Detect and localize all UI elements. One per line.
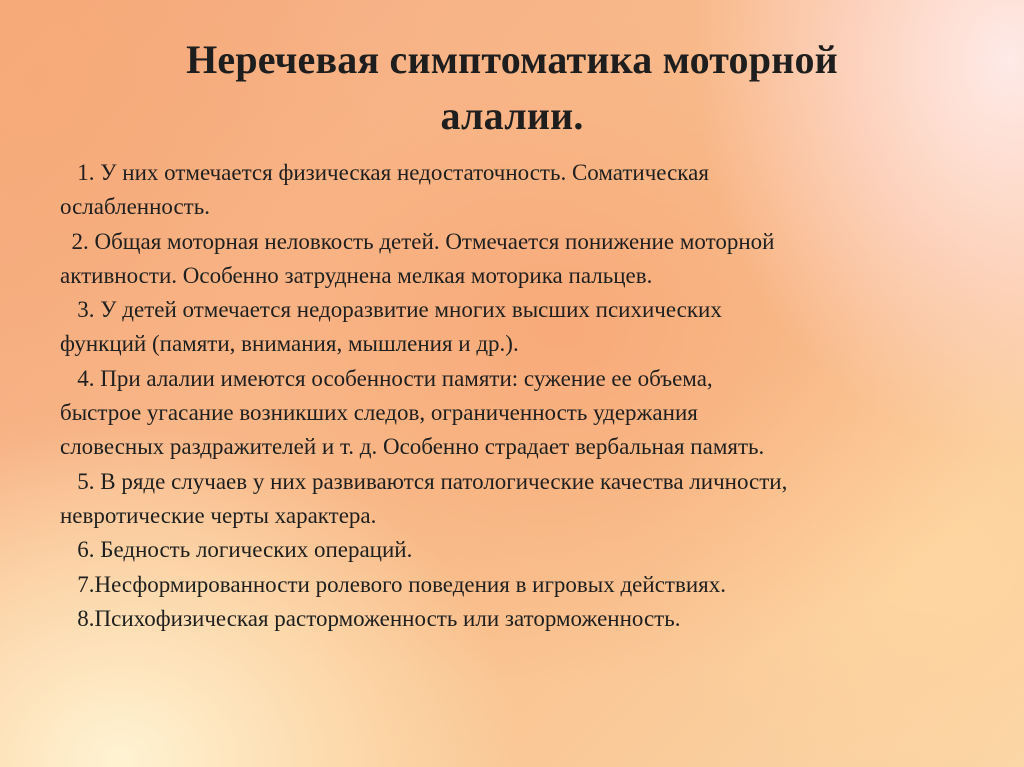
body-line: быстрое угасание возникших следов, ограниченность удержания <box>60 400 698 426</box>
body-line: 8.Психофизическая расторможенность или заторможенность. <box>60 605 681 631</box>
body-line: 6. Бедность логических операций. <box>60 537 413 563</box>
body-line: 3. У детей отмечается недоразвитие многих высших психических <box>60 297 722 323</box>
body-line: 1. У них отмечается физическая недостаточность. Соматическая <box>60 160 709 185</box>
body-line: 4. При алалии имеются особенности памяти: сужение ее объема, <box>60 365 713 391</box>
body-line: активности. Особенно затруднена мелкая моторика пальцев. <box>60 262 653 288</box>
body-line: 5. В ряде случаев у них развиваются патологические качества личности, <box>60 468 788 494</box>
body-line: 7.Несформированности ролевого поведения в игровых действиях. <box>60 571 726 597</box>
slide-body <box>60 156 980 636</box>
body-line: функций (памяти, внимания, мышления и др.). <box>60 331 519 357</box>
slide-title-line: Неречевая симптоматика моторной <box>186 37 838 82</box>
slide-title <box>60 32 964 144</box>
body-line: словесных раздражителей и т. д. Особенно страдает вербальная память. <box>60 434 765 460</box>
body-line: ослабленность. <box>60 194 210 220</box>
slide-title-line: алалии. <box>440 93 584 138</box>
body-line: 2. Общая моторная неловкость детей. Отмечается понижение моторной <box>60 228 775 254</box>
body-line: невротические черты характера. <box>60 502 377 528</box>
